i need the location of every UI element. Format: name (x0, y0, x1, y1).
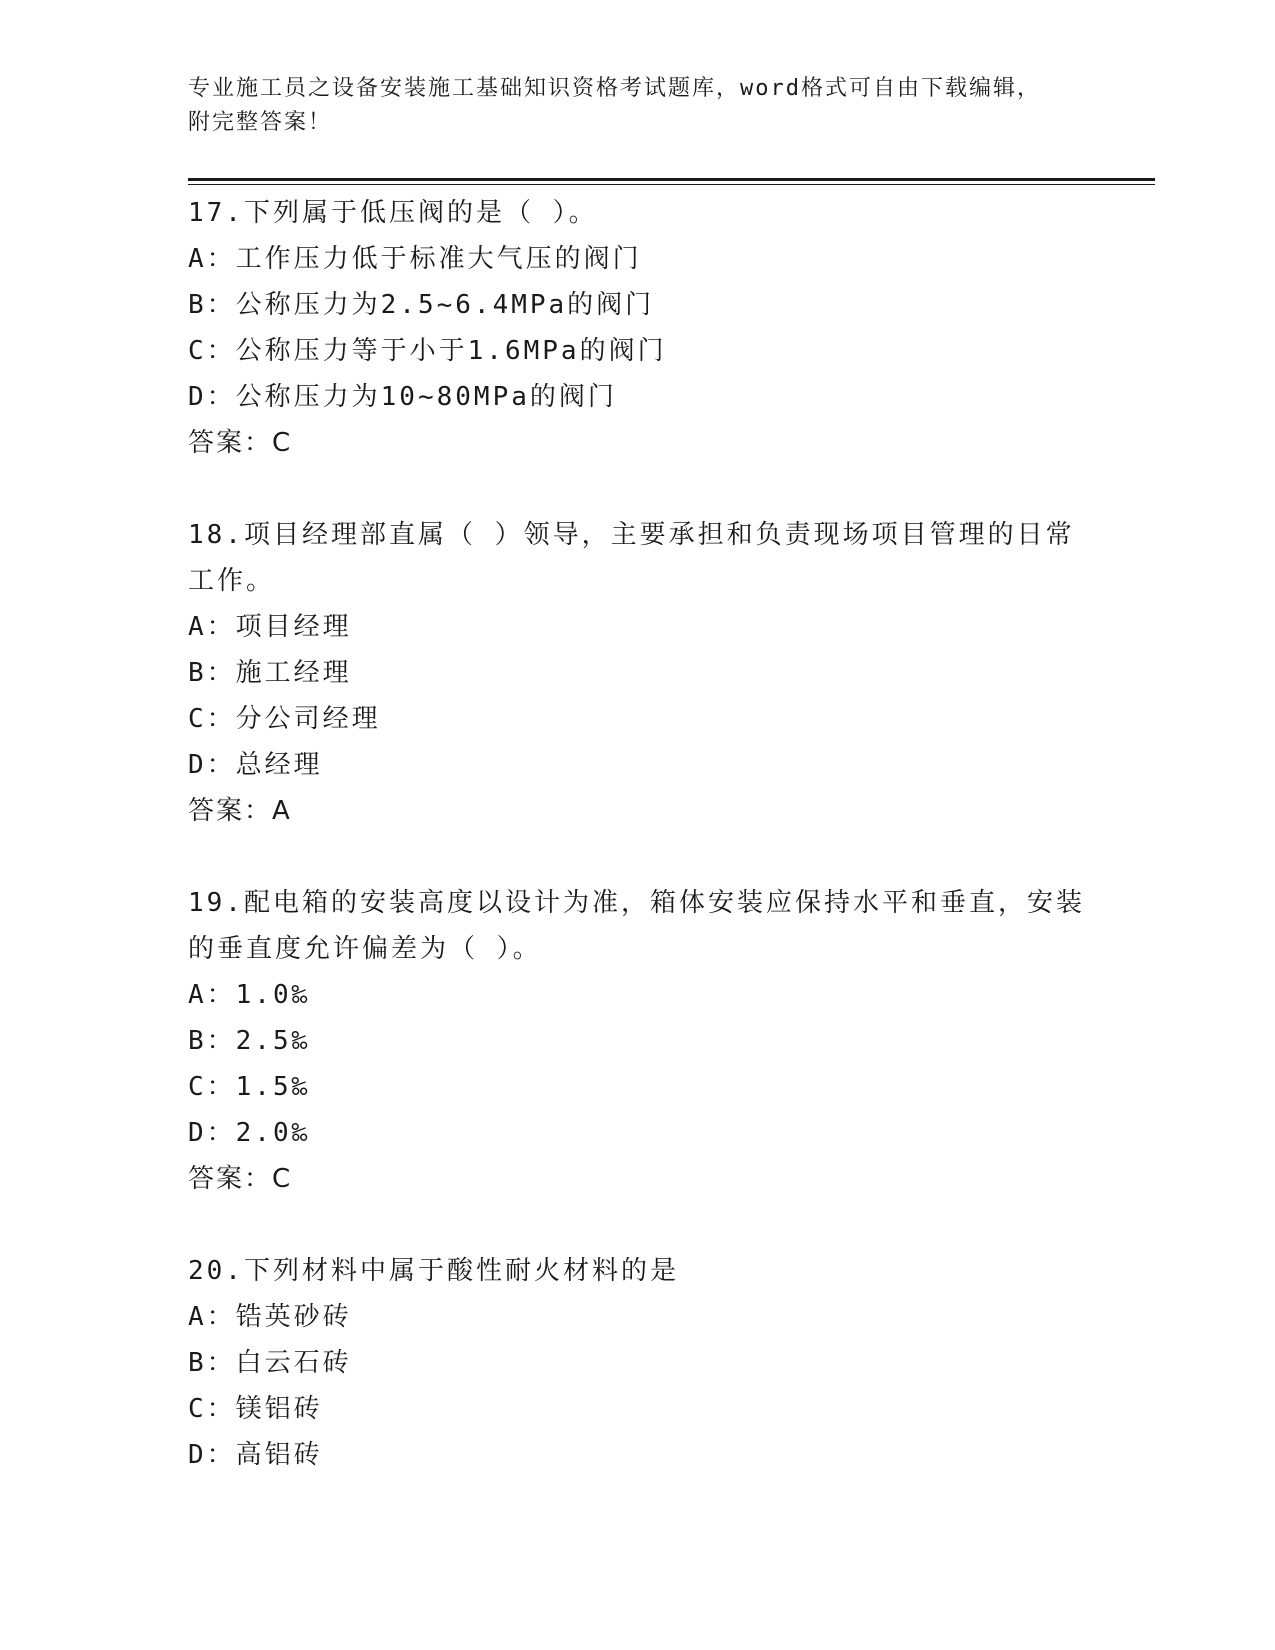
question-stem: 19.配电箱的安装高度以设计为准，箱体安装应保持水平和垂直，安装 (188, 888, 1085, 918)
option-d: D：高铝砖 (188, 1440, 323, 1470)
answer-line: 答案：C (188, 1164, 293, 1194)
answer-line: 答案：A (188, 796, 292, 826)
header-line-2: 附完整答案！ (188, 110, 333, 135)
option-d: D：总经理 (188, 750, 323, 780)
question-list (188, 190, 1088, 1524)
option-b: B：公称压力为2.5~6.4MPa的阀门 (188, 290, 655, 320)
option-c: C：分公司经理 (188, 704, 381, 734)
question-18 (188, 512, 1088, 834)
answer-line: 答案：C (188, 428, 293, 458)
question-stem-continued: 的垂直度允许偏差为（ ）。 (188, 934, 542, 964)
question-20 (188, 1248, 1088, 1478)
document-header (188, 72, 1068, 140)
option-c: C：公称压力等于小于1.6MPa的阀门 (188, 336, 667, 366)
option-b: B：施工经理 (188, 658, 352, 688)
option-b: B：白云石砖 (188, 1348, 352, 1378)
option-a: A：1.0‰ (188, 980, 311, 1010)
header-divider-thin (188, 184, 1155, 185)
option-a: A：锆英砂砖 (188, 1302, 352, 1332)
option-a: A：项目经理 (188, 612, 352, 642)
option-c: C：镁铝砖 (188, 1394, 323, 1424)
question-stem: 18.项目经理部直属（ ）领导，主要承担和负责现场项目管理的日常 (188, 520, 1075, 550)
header-divider-thick (188, 178, 1155, 181)
option-a: A：工作压力低于标准大气压的阀门 (188, 244, 642, 274)
option-b: B：2.5‰ (188, 1026, 311, 1056)
question-stem: 20.下列材料中属于酸性耐火材料的是 (188, 1256, 679, 1286)
option-d: D：公称压力为10~80MPa的阀门 (188, 382, 617, 412)
option-c: C：1.5‰ (188, 1072, 311, 1102)
question-stem: 17.下列属于低压阀的是（ ）。 (188, 198, 598, 228)
question-19 (188, 880, 1088, 1202)
header-line-1: 专业施工员之设备安装施工基础知识资格考试题库，word格式可自由下载编辑， (188, 76, 1041, 101)
question-stem-continued: 工作。 (188, 566, 276, 596)
option-d: D：2.0‰ (188, 1118, 311, 1148)
question-17 (188, 190, 1088, 466)
